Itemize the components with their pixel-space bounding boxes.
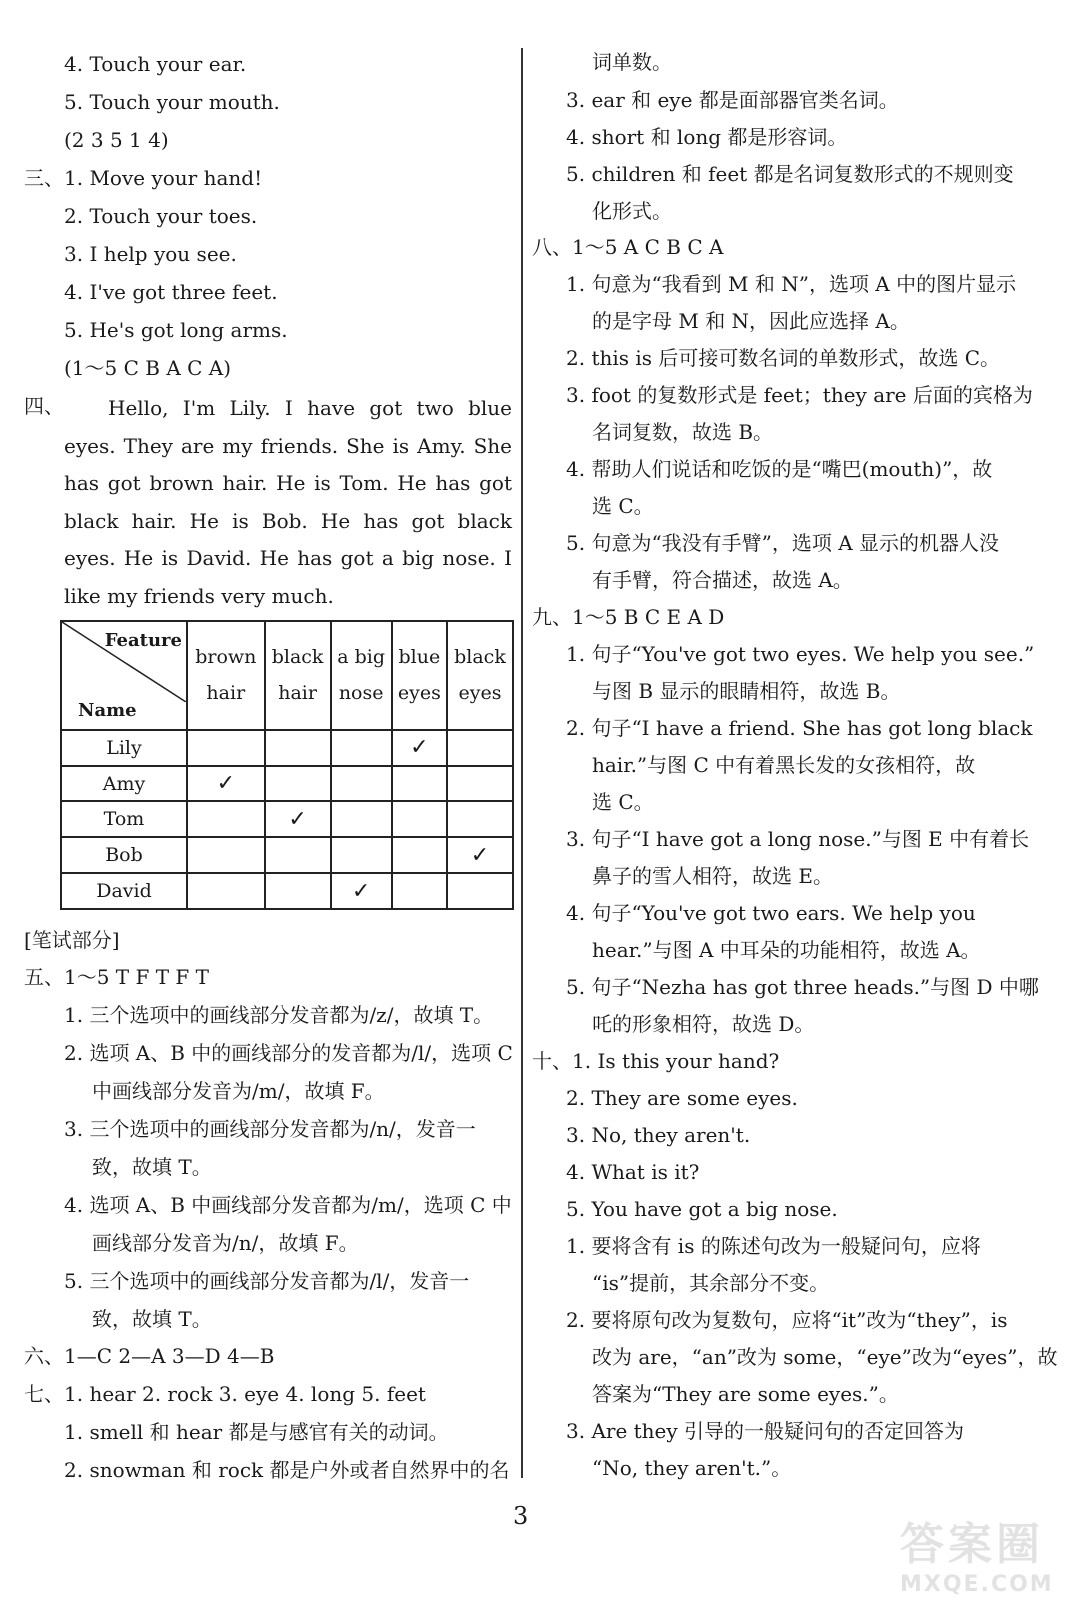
- text-line: 3. I help you see.: [64, 242, 237, 266]
- empty-cell: [447, 730, 513, 766]
- column-header-word: nose: [338, 682, 384, 705]
- row-name: Bob: [61, 837, 187, 873]
- text-line: 1. smell 和 hear 都是与感官有关的动词。: [64, 1420, 449, 1444]
- column-header-word: black: [454, 646, 506, 669]
- column-header-word: blue: [398, 646, 441, 669]
- text-line: “is”提前，其余部分不变。: [592, 1271, 830, 1295]
- text-line: (2 3 5 1 4): [64, 128, 169, 152]
- empty-cell: [331, 766, 392, 802]
- text-line: 答案为“They are some eyes.”。: [592, 1382, 899, 1406]
- text-line: 七、1. hear 2. rock 3. eye 4. long 5. feet: [24, 1382, 426, 1406]
- text-line: 3. No, they aren't.: [566, 1123, 751, 1147]
- text-line: 2. Touch your toes.: [64, 204, 258, 228]
- text-line: hear.”与图 A 中耳朵的功能相符，故选 A。: [592, 938, 981, 962]
- text-line: 四、: [24, 394, 64, 418]
- check-mark-icon: ✓: [187, 766, 265, 802]
- text-line: 八、1～5 A C B C A: [532, 235, 724, 259]
- empty-cell: [265, 873, 331, 909]
- row-name: David: [61, 873, 187, 909]
- text-line: 2. 句子“I have a friend. She has got long black: [566, 716, 1033, 740]
- row-name: Amy: [61, 766, 187, 802]
- empty-cell: [265, 837, 331, 873]
- text-line: 1. 句意为“我看到 M 和 N”，选项 A 中的图片显示: [566, 272, 1017, 296]
- row-name: Tom: [61, 801, 187, 837]
- empty-cell: [447, 766, 513, 802]
- empty-cell: [392, 837, 447, 873]
- text-line: 改为 are，“an”改为 some，“eye”改为“eyes”，故: [592, 1345, 1058, 1369]
- check-mark-icon: ✓: [447, 837, 513, 873]
- text-line: “No, they aren't.”。: [592, 1456, 792, 1480]
- empty-cell: [187, 873, 265, 909]
- check-mark-icon: ✓: [392, 730, 447, 766]
- row-name: Lily: [61, 730, 187, 766]
- column-header-word: brown: [195, 646, 257, 669]
- text-line: 3. 句子“I have got a long nose.”与图 E 中有着长: [566, 827, 1030, 851]
- watermark-logo: 答案圈 MXQE.COM: [900, 1519, 1054, 1597]
- table-row: [61, 801, 513, 837]
- text-line: 选 C。: [592, 494, 654, 518]
- text-line: 3. foot 的复数形式是 feet；they are 后面的宾格为: [566, 383, 1033, 407]
- text-line: 5. He's got long arms.: [64, 318, 288, 342]
- text-line: 的是字母 M 和 N，因此应选择 A。: [592, 309, 910, 333]
- text-line: 3. Are they 引导的一般疑问句的否定回答为: [566, 1419, 965, 1443]
- text-line: 5. You have got a big nose.: [566, 1197, 838, 1221]
- diagonal-header-cell: [61, 621, 187, 730]
- column-header-word: black: [271, 646, 324, 669]
- text-line: 六、1—C 2—A 3—D 4—B: [24, 1344, 275, 1368]
- table-header-row: [61, 621, 513, 730]
- text-line: 5. 句子“Nezha has got three heads.”与图 D 中哪: [566, 975, 1039, 999]
- empty-cell: [447, 801, 513, 837]
- text-line: 4. 帮助人们说话和吃饭的是“嘴巴(mouth)”，故: [566, 457, 993, 481]
- table-row: [61, 873, 513, 909]
- feature-label: Feature: [104, 630, 182, 651]
- column-header-word: eyes: [458, 682, 502, 705]
- text-line: 化形式。: [592, 199, 672, 223]
- text-line: 3. ear 和 eye 都是面部器官类名词。: [566, 88, 899, 112]
- empty-cell: [187, 837, 265, 873]
- text-line: 名词复数，故选 B。: [592, 420, 774, 444]
- text-line: 5. Touch your mouth.: [64, 90, 280, 114]
- text-line: 2. They are some eyes.: [566, 1086, 798, 1110]
- text-line: 选 C。: [592, 790, 654, 814]
- text-line: 5. 句意为“我没有手臂”，选项 A 显示的机器人没: [566, 531, 1000, 555]
- text-line: (1～5 C B A C A): [64, 356, 232, 380]
- text-line: 词单数。: [592, 50, 672, 74]
- text-line: 1. 要将含有 is 的陈述句改为一般疑问句，应将: [566, 1234, 981, 1258]
- text-line: 致，故填 T。: [92, 1155, 212, 1179]
- text-line: 1. 句子“You've got two eyes. We help you see.”: [566, 642, 1035, 666]
- column-header-word: hair: [278, 682, 317, 705]
- empty-cell: [331, 801, 392, 837]
- check-mark-icon: ✓: [265, 801, 331, 837]
- text-line: 4. 选项 A、B 中画线部分发音都为/m/，选项 C 中: [64, 1193, 512, 1217]
- text-line: 5. children 和 feet 都是名词复数形式的不规则变: [566, 162, 1014, 186]
- text-line: 致，故填 T。: [92, 1307, 212, 1331]
- column-header: [392, 621, 447, 730]
- text-line: 2. this is 后可接可数名词的单数形式，故选 C。: [566, 346, 1001, 370]
- column-header-word: eyes: [397, 682, 441, 705]
- column-header: [447, 621, 513, 730]
- empty-cell: [392, 766, 447, 802]
- text-line: 3. 三个选项中的画线部分发音都为/n/，发音一: [64, 1117, 476, 1141]
- text-line: 1. 三个选项中的画线部分发音都为/z/，故填 T。: [64, 1003, 494, 1027]
- column-header: [265, 621, 331, 730]
- text-line: 4. Touch your ear.: [64, 52, 247, 76]
- text-line: 九、1～5 B C E A D: [532, 605, 725, 629]
- text-line: 十、1. Is this your hand?: [532, 1049, 780, 1073]
- empty-cell: [187, 730, 265, 766]
- text-line: 4. short 和 long 都是形容词。: [566, 125, 848, 149]
- empty-cell: [331, 837, 392, 873]
- empty-cell: [392, 801, 447, 837]
- text-line: 与图 B 显示的眼睛相符，故选 B。: [592, 679, 901, 703]
- text-line: 鼻子的雪人相符，故选 E。: [592, 864, 833, 888]
- text-line: [笔试部分]: [24, 928, 120, 952]
- text-line: hair.”与图 C 中有着黑长发的女孩相符，故: [592, 753, 976, 777]
- text-line: 有手臂，符合描述，故选 A。: [592, 568, 853, 592]
- empty-cell: [265, 730, 331, 766]
- text-line: 2. 要将原句改为复数句，应将“it”改为“they”，is: [566, 1308, 1008, 1332]
- table-row: [61, 766, 513, 802]
- text-line: 三、1. Move your hand!: [24, 166, 263, 190]
- empty-cell: [187, 801, 265, 837]
- empty-cell: [331, 730, 392, 766]
- text-line: 4. I've got three feet.: [64, 280, 278, 304]
- name-label: Name: [78, 699, 137, 721]
- reading-passage: Hello, I'm Lily. I have got two blue eyes. They are my friends. She is Amy. She has got brown hair. He is Tom. He has got black hair. He is Bob. He has got black eyes. He is David. He has got a big nose. I like my friends very much.: [64, 396, 512, 608]
- column-header: [331, 621, 392, 730]
- text-line: 画线部分发音为/n/，故填 F。: [92, 1231, 359, 1255]
- text-line: 4. What is it?: [566, 1160, 700, 1184]
- text-line: 2. snowman 和 rock 都是户外或者自然界中的名: [64, 1458, 510, 1482]
- text-line: 吒的形象相符，故选 D。: [592, 1012, 815, 1036]
- page-number: 3: [513, 1502, 529, 1530]
- column-header: [187, 621, 265, 730]
- empty-cell: [447, 873, 513, 909]
- empty-cell: [392, 873, 447, 909]
- text-line: 2. 选项 A、B 中的画线部分的发音都为/l/，选项 C: [64, 1041, 513, 1065]
- feature-table: [60, 620, 514, 910]
- column-divider: [521, 48, 523, 1478]
- text-line: 5. 三个选项中的画线部分发音都为/l/，发音一: [64, 1269, 470, 1293]
- column-header-word: hair: [206, 682, 246, 705]
- table-row: [61, 730, 513, 766]
- check-mark-icon: ✓: [331, 873, 392, 909]
- table-row: [61, 837, 513, 873]
- text-line: 中画线部分发音为/m/，故填 F。: [92, 1079, 385, 1103]
- column-header-word: a big: [337, 646, 386, 669]
- text-line: 4. 句子“You've got two ears. We help you: [566, 901, 976, 925]
- empty-cell: [265, 766, 331, 802]
- text-line: 五、1～5 T F T F T: [24, 965, 210, 989]
